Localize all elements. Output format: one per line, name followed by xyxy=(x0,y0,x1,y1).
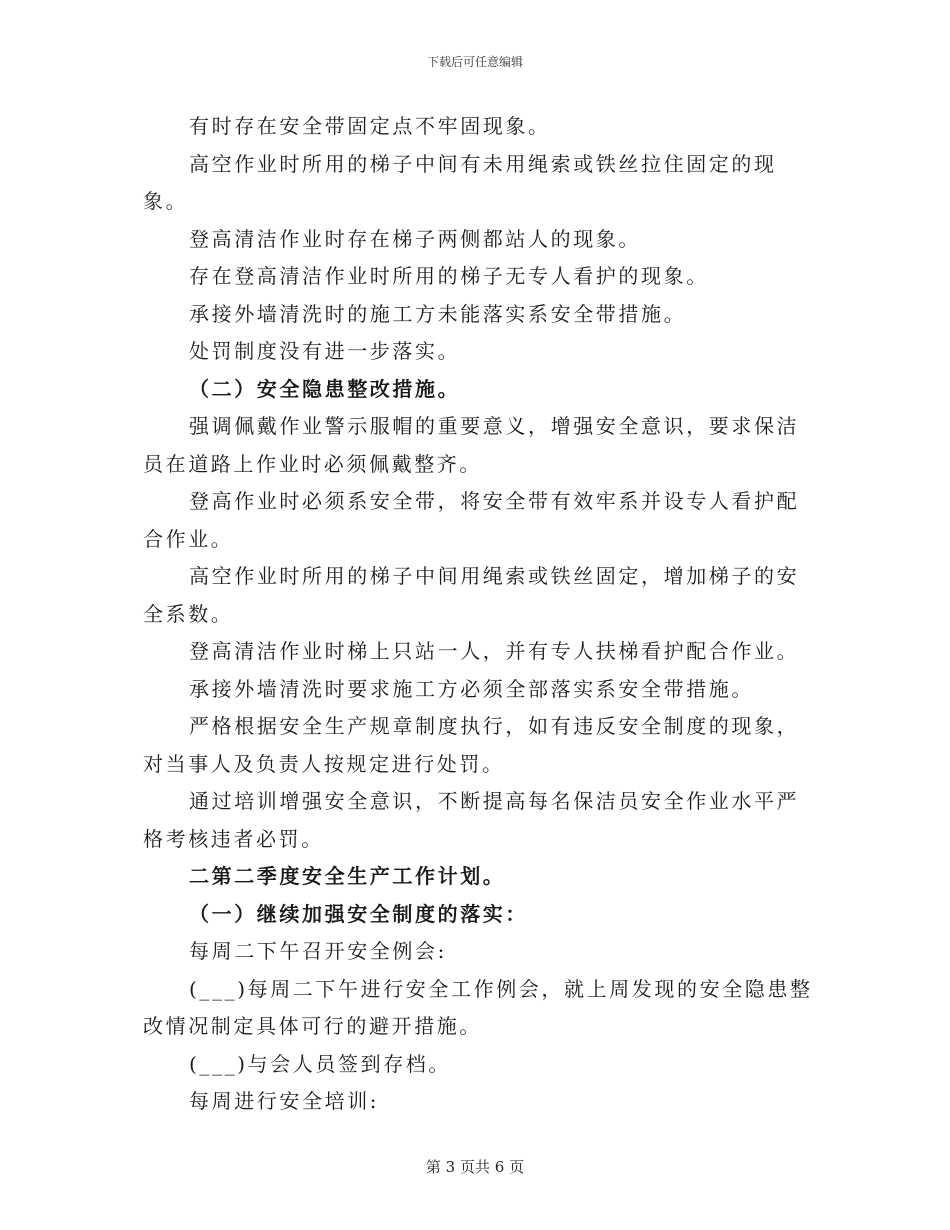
paragraph: 存在登高清洁作业时所用的梯子无专人看护的现象。 xyxy=(189,264,709,288)
document-body xyxy=(143,108,813,1121)
paragraph: 通过培训增强安全意识，不断提高每名保洁员安全作业水平严格考核违者必罚。 xyxy=(143,789,800,851)
paragraph: (___)与会人员签到存档。 xyxy=(189,1051,452,1076)
paragraph: 登高清洁作业时存在梯子两侧都站人的现象。 xyxy=(189,226,641,251)
paragraph: 承接外墙清洗时要求施工方必须全部落实系安全带措施。 xyxy=(189,676,754,701)
paragraph: 高空作业时所用的梯子中间有未用绳索或铁丝拉住固定的现象。 xyxy=(143,151,777,213)
paragraph: 强调佩戴作业警示服帽的重要意义，增强安全意识，要求保洁员在道路上作业时必须佩戴整齐。 xyxy=(143,414,800,476)
paragraph: 登高清洁作业时梯上只站一人，并有专人扶梯看护配合作业。 xyxy=(189,639,800,663)
paragraph: 严格根据安全生产规章制度执行，如有违反安全制度的现象，对当事人及负责人按规定进行处罚。 xyxy=(143,714,800,776)
paragraph: 每周进行安全培训: xyxy=(189,1089,380,1113)
paragraph: 有时存在安全带固定点不牢固现象。 xyxy=(189,114,551,138)
page-header: 下载后可任意编辑 xyxy=(426,55,523,69)
section-heading: 二第二季度安全生产工作计划。 xyxy=(189,864,506,888)
paragraph: 每周二下午召开安全例会: xyxy=(189,939,447,963)
section-heading: （二）安全隐患整改措施。 xyxy=(189,376,461,401)
paragraph: (___)每周二下午进行安全工作例会，就上周发现的安全隐患整改情况制定具体可行的避开措施。 xyxy=(143,976,813,1038)
page-footer: 第 3 页共 6 页 xyxy=(425,1158,525,1176)
subsection-heading: （一）继续加强安全制度的落实： xyxy=(189,901,528,926)
paragraph: 高空作业时所用的梯子中间用绳索或铁丝固定，增加梯子的安全系数。 xyxy=(143,564,800,626)
paragraph: 登高作业时必须系安全带，将安全带有效牢系并设专人看护配合作业。 xyxy=(143,489,800,551)
paragraph: 处罚制度没有进一步落实。 xyxy=(189,339,461,363)
paragraph: 承接外墙清洗时的施工方未能落实系安全带措施。 xyxy=(189,301,687,326)
